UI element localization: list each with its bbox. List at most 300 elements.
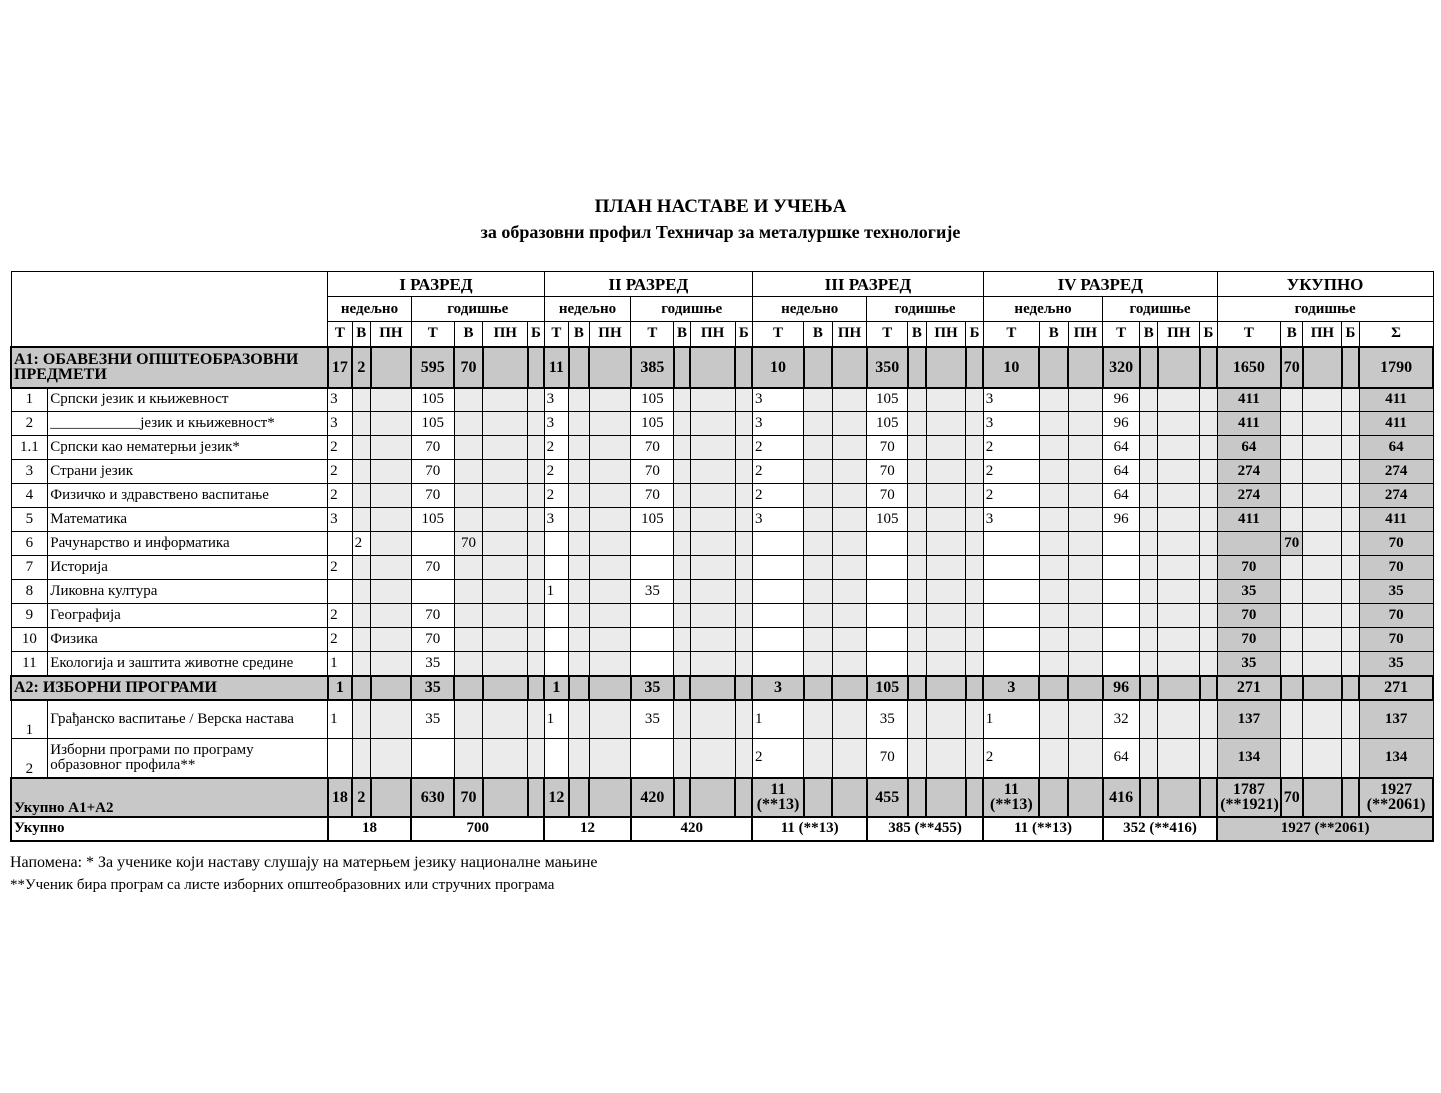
cell [371, 484, 412, 508]
cell [966, 484, 983, 508]
cell [1303, 556, 1342, 580]
cell [804, 778, 833, 817]
cell [690, 676, 735, 700]
cell [1200, 700, 1217, 739]
weekly-header: недељно [544, 297, 631, 322]
cell [804, 460, 833, 484]
cell [966, 700, 983, 739]
cell: 12 [544, 778, 569, 817]
col-b: Б [966, 322, 983, 347]
cell [1140, 700, 1158, 739]
cell [1140, 556, 1158, 580]
cell [690, 628, 735, 652]
cell [690, 739, 735, 778]
cell [371, 778, 412, 817]
cell [832, 676, 867, 700]
cell: 3 [328, 412, 353, 436]
cell: 70 [1217, 556, 1280, 580]
cell [589, 347, 631, 388]
cell: 70 [867, 460, 908, 484]
cell [1068, 388, 1103, 412]
cell [1158, 739, 1200, 778]
cell: 137 [1359, 700, 1433, 739]
cell [528, 347, 544, 388]
cell [690, 652, 735, 676]
cell [966, 604, 983, 628]
cell [1342, 460, 1359, 484]
cell [1140, 508, 1158, 532]
subject-name: ____________језик и књижевност* [48, 412, 328, 436]
cell [483, 580, 528, 604]
cell [1342, 556, 1359, 580]
cell [867, 628, 908, 652]
cell [752, 532, 803, 556]
subject-name: Страни језик [48, 460, 328, 484]
cell [735, 347, 752, 388]
col-pn: ПН [832, 322, 867, 347]
cell [371, 628, 412, 652]
subject-name: Рачунарство и информатика [48, 532, 328, 556]
cell [1281, 628, 1303, 652]
row-number: 5 [11, 508, 48, 532]
cell [735, 652, 752, 676]
cell [1039, 436, 1068, 460]
cell [1158, 628, 1200, 652]
cell: 2 [352, 532, 370, 556]
cell: 2 [328, 556, 353, 580]
cell [589, 436, 631, 460]
cell [735, 508, 752, 532]
cell: 3 [544, 412, 569, 436]
cell [1303, 652, 1342, 676]
cell: 64 [1217, 436, 1280, 460]
cell [1342, 628, 1359, 652]
cell [674, 628, 690, 652]
cell [1281, 460, 1303, 484]
col-b: Б [1342, 322, 1359, 347]
cell [735, 484, 752, 508]
cell [569, 739, 589, 778]
cell [832, 412, 867, 436]
cell [1039, 412, 1068, 436]
cell [569, 652, 589, 676]
page-subtitle: за образовни профил Техничар за металуршке технологије [480, 222, 961, 242]
cell [1039, 604, 1068, 628]
cell [674, 484, 690, 508]
cell [1342, 436, 1359, 460]
cell [544, 604, 569, 628]
cell: 411 [1359, 508, 1433, 532]
cell [966, 778, 983, 817]
cell [631, 604, 674, 628]
cell [589, 532, 631, 556]
cell [1158, 778, 1200, 817]
cell [804, 604, 833, 628]
cell [352, 700, 370, 739]
cell [483, 347, 528, 388]
cell: 1787 (**1921) [1217, 778, 1280, 817]
cell [589, 508, 631, 532]
cell [908, 347, 926, 388]
cell [1342, 652, 1359, 676]
cell: 70 [1359, 556, 1433, 580]
cell [690, 436, 735, 460]
cell [1068, 460, 1103, 484]
cell [1103, 604, 1140, 628]
subject-name: Грађанско васпитање / Верска настава [48, 700, 328, 739]
col-v: В [804, 322, 833, 347]
cell: 35 [1359, 652, 1433, 676]
cell [1303, 739, 1342, 778]
cell [690, 412, 735, 436]
cell [328, 580, 353, 604]
cell [908, 532, 926, 556]
cell [569, 628, 589, 652]
cell: 105 [867, 676, 908, 700]
cell [528, 532, 544, 556]
cell [908, 436, 926, 460]
yearly-header: годишње [411, 297, 544, 322]
cell: 1 [328, 676, 353, 700]
cell [1200, 347, 1217, 388]
cell [1303, 628, 1342, 652]
grade-4-header: IV РАЗРЕД [983, 272, 1217, 297]
cell: 70 [631, 484, 674, 508]
cell [1068, 556, 1103, 580]
cell [832, 580, 867, 604]
cell: 70 [631, 460, 674, 484]
cell: 105 [411, 388, 454, 412]
cell [483, 508, 528, 532]
cell [1158, 652, 1200, 676]
cell [1103, 628, 1140, 652]
cell [371, 388, 412, 412]
cell [735, 739, 752, 778]
cell [966, 508, 983, 532]
cell [569, 436, 589, 460]
cell [454, 580, 483, 604]
cell [569, 676, 589, 700]
cell [483, 460, 528, 484]
cell [674, 700, 690, 739]
cell [1140, 460, 1158, 484]
cell: 18 [328, 778, 353, 817]
col-v: В [569, 322, 589, 347]
cell [569, 412, 589, 436]
cell [589, 700, 631, 739]
cell: 105 [867, 508, 908, 532]
cell: 35 [631, 580, 674, 604]
cell [735, 412, 752, 436]
row-number: 9 [11, 604, 48, 628]
cell [690, 700, 735, 739]
yearly-header: годишње [631, 297, 753, 322]
cell [371, 532, 412, 556]
cell: 134 [1217, 739, 1280, 778]
cell [735, 436, 752, 460]
subject-name: Географија [48, 604, 328, 628]
cell: 2 [328, 628, 353, 652]
col-t: Т [867, 322, 908, 347]
weekly-header: недељно [983, 297, 1102, 322]
cell: 70 [867, 739, 908, 778]
cell [926, 436, 966, 460]
cell [528, 556, 544, 580]
cell [832, 652, 867, 676]
cell [352, 628, 370, 652]
cell: 70 [411, 460, 454, 484]
cell [1200, 412, 1217, 436]
cell [926, 628, 966, 652]
cell [589, 556, 631, 580]
cell: 2 [328, 436, 353, 460]
cell [483, 388, 528, 412]
row-number: 11 [11, 652, 48, 676]
cell [411, 532, 454, 556]
cell: 35 [867, 700, 908, 739]
cell: 105 [631, 388, 674, 412]
cell [983, 580, 1039, 604]
cell [1303, 347, 1342, 388]
cell: 3 [983, 388, 1039, 412]
cell: 2 [752, 436, 803, 460]
cell: 411 [1359, 388, 1433, 412]
cell [1281, 604, 1303, 628]
cell [1140, 436, 1158, 460]
col-v: В [674, 322, 690, 347]
col-t: Т [1103, 322, 1140, 347]
cell [1103, 652, 1140, 676]
cell [867, 532, 908, 556]
cell [1303, 508, 1342, 532]
header-corner [11, 272, 328, 347]
cell: 3 [544, 388, 569, 412]
cell [966, 556, 983, 580]
cell: 70 [411, 628, 454, 652]
cell [735, 532, 752, 556]
cell [1342, 604, 1359, 628]
row-number: 1.1 [11, 436, 48, 460]
cell [528, 778, 544, 817]
cell [352, 739, 370, 778]
cell [735, 556, 752, 580]
cell: 3 [983, 508, 1039, 532]
total-cell: 12 [544, 817, 631, 841]
cell [1068, 739, 1103, 778]
cell [1342, 580, 1359, 604]
cell [966, 347, 983, 388]
cell [1140, 532, 1158, 556]
cell [528, 652, 544, 676]
cell: 2 [752, 739, 803, 778]
cell [1303, 532, 1342, 556]
cell: 3 [983, 412, 1039, 436]
cell [1140, 388, 1158, 412]
cell [690, 388, 735, 412]
cell: 70 [1217, 628, 1280, 652]
cell [1200, 556, 1217, 580]
cell [966, 580, 983, 604]
weekly-header: недељно [328, 297, 412, 322]
cell [483, 739, 528, 778]
section-label: А2: ИЗБОРНИ ПРОГРАМИ [11, 676, 328, 700]
cell [1140, 580, 1158, 604]
section-label: Укупно А1+А2 [11, 778, 328, 817]
cell: 70 [1281, 532, 1303, 556]
cell: 274 [1359, 460, 1433, 484]
cell [1342, 484, 1359, 508]
cell [1140, 739, 1158, 778]
cell: 1 [328, 652, 353, 676]
cell [454, 700, 483, 739]
cell [371, 436, 412, 460]
table-row [11, 508, 1433, 532]
cell: 630 [411, 778, 454, 817]
cell: 1650 [1217, 347, 1280, 388]
cell [867, 652, 908, 676]
cell: 105 [867, 388, 908, 412]
cell [1281, 508, 1303, 532]
cell [569, 778, 589, 817]
cell [528, 412, 544, 436]
cell [1039, 778, 1068, 817]
cell [867, 556, 908, 580]
cell: 96 [1103, 412, 1140, 436]
cell [804, 532, 833, 556]
cell: 2 [328, 484, 353, 508]
a1-section-row [11, 347, 1433, 388]
cell: 64 [1103, 460, 1140, 484]
col-sigma: Σ [1359, 322, 1433, 347]
cell [1068, 652, 1103, 676]
cell: 105 [867, 412, 908, 436]
cell [690, 532, 735, 556]
col-v: В [352, 322, 370, 347]
cell: 420 [631, 778, 674, 817]
cell: 3 [983, 676, 1039, 700]
cell [735, 778, 752, 817]
cell [631, 532, 674, 556]
cell [908, 412, 926, 436]
cell: 32 [1103, 700, 1140, 739]
cell [1281, 412, 1303, 436]
cell: 3 [752, 508, 803, 532]
cell: 2 [544, 484, 569, 508]
cell [1068, 778, 1103, 817]
cell: 1927 (**2061) [1359, 778, 1433, 817]
cell [454, 436, 483, 460]
cell [544, 739, 569, 778]
cell [832, 739, 867, 778]
cell [371, 739, 412, 778]
cell [1039, 700, 1068, 739]
row-number: 7 [11, 556, 48, 580]
cell [528, 628, 544, 652]
cell [569, 556, 589, 580]
cell [1158, 460, 1200, 484]
cell [983, 628, 1039, 652]
cell [569, 347, 589, 388]
cell [454, 604, 483, 628]
cell [908, 604, 926, 628]
cell [926, 652, 966, 676]
cell [1217, 532, 1280, 556]
total-label: Укупно [11, 817, 328, 841]
total-row [11, 817, 1433, 841]
cell [371, 508, 412, 532]
cell [1200, 460, 1217, 484]
cell [1140, 676, 1158, 700]
cell [1158, 412, 1200, 436]
table-row [11, 628, 1433, 652]
cell: 70 [1359, 532, 1433, 556]
cell: 3 [752, 412, 803, 436]
cell [804, 484, 833, 508]
cell [1200, 436, 1217, 460]
cell: 35 [631, 676, 674, 700]
cell [1140, 652, 1158, 676]
col-pn: ПН [1158, 322, 1200, 347]
cell: 595 [411, 347, 454, 388]
col-b: Б [528, 322, 544, 347]
cell [569, 388, 589, 412]
cell [528, 700, 544, 739]
cell [454, 556, 483, 580]
cell [966, 676, 983, 700]
cell: 411 [1217, 508, 1280, 532]
subject-name: Физика [48, 628, 328, 652]
cell: 70 [1281, 778, 1303, 817]
cell [1039, 652, 1068, 676]
cell [1039, 580, 1068, 604]
cell [1140, 347, 1158, 388]
cell [544, 628, 569, 652]
cell [544, 556, 569, 580]
cell [1068, 347, 1103, 388]
cell [908, 739, 926, 778]
cell [966, 532, 983, 556]
curriculum-table [10, 271, 1434, 842]
cell [352, 412, 370, 436]
col-b: Б [735, 322, 752, 347]
cell: 11 (**13) [752, 778, 803, 817]
cell [528, 580, 544, 604]
total-cell: 352 (**416) [1103, 817, 1217, 841]
cell [352, 508, 370, 532]
cell [832, 484, 867, 508]
cell [690, 508, 735, 532]
cell [752, 604, 803, 628]
cell [908, 628, 926, 652]
cell: 70 [867, 436, 908, 460]
cell: 2 [983, 484, 1039, 508]
cell [1103, 556, 1140, 580]
cell [411, 580, 454, 604]
cell [908, 508, 926, 532]
cell: 385 [631, 347, 674, 388]
col-v: В [454, 322, 483, 347]
cell [483, 676, 528, 700]
cell: 2 [328, 604, 353, 628]
cell [454, 739, 483, 778]
cell [674, 436, 690, 460]
col-v: В [1039, 322, 1068, 347]
subject-name: Ликовна култура [48, 580, 328, 604]
cell [1068, 604, 1103, 628]
cell [674, 532, 690, 556]
cell [589, 778, 631, 817]
cell [832, 347, 867, 388]
